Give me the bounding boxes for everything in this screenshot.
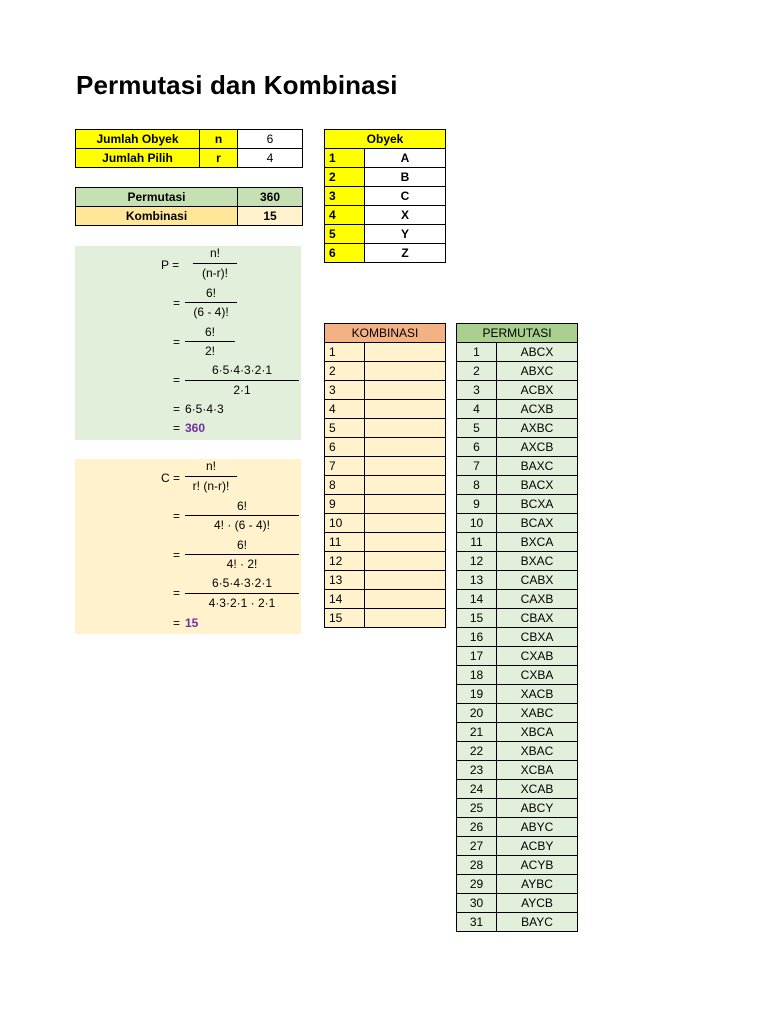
kombinasi-cell[interactable]: [365, 514, 446, 533]
table-row: [457, 514, 578, 533]
permutasi-no: 14: [457, 590, 497, 609]
fraction-bar: [185, 476, 237, 477]
permutasi-value[interactable]: BXCA: [497, 533, 578, 552]
table-row: [325, 590, 446, 609]
permutasi-value[interactable]: ACBX: [497, 381, 578, 400]
fraction-bar: [193, 263, 237, 264]
obyek-value[interactable]: B: [365, 168, 446, 187]
formula-numerator: 6!: [236, 538, 247, 552]
permutasi-no: 21: [457, 723, 497, 742]
formula-denominator: 4·3·2·1 · 2·1: [208, 596, 276, 610]
permutasi-no: 12: [457, 552, 497, 571]
permutasi-no: 15: [457, 609, 497, 628]
formula-eq: =: [173, 402, 181, 416]
permutasi-value[interactable]: CXAB: [497, 647, 578, 666]
table-row: [325, 514, 446, 533]
table-row: [457, 457, 578, 476]
table-row: [325, 381, 446, 400]
table-row: [457, 476, 578, 495]
table-row: [457, 704, 578, 723]
permutasi-value[interactable]: ABXC: [497, 362, 578, 381]
permutasi-value[interactable]: BACX: [497, 476, 578, 495]
formula-numerator: n!: [209, 246, 220, 260]
table-row: [325, 609, 446, 628]
input-value[interactable]: 6: [238, 130, 303, 149]
table-row: [457, 818, 578, 837]
obyek-value[interactable]: Z: [365, 244, 446, 263]
formula-numerator: 6!: [205, 286, 216, 300]
permutasi-no: 2: [457, 362, 497, 381]
permutasi-no: 4: [457, 400, 497, 419]
permutasi-no: 5: [457, 419, 497, 438]
formula-result: 15: [185, 616, 199, 630]
permutasi-value[interactable]: ACYB: [497, 856, 578, 875]
table-row: [457, 780, 578, 799]
permutasi-no: 18: [457, 666, 497, 685]
table-row: [457, 761, 578, 780]
table-row: [457, 666, 578, 685]
table-header: [325, 324, 446, 343]
formula-eq: =: [173, 548, 181, 562]
table-header: [325, 130, 446, 149]
table-row: [325, 244, 446, 263]
permutasi-no: 30: [457, 894, 497, 913]
table-row: [325, 187, 446, 206]
kombinasi-cell[interactable]: [365, 533, 446, 552]
table-row: [325, 343, 446, 362]
kombinasi-no: 13: [325, 571, 365, 590]
permutasi-value[interactable]: BAYC: [497, 913, 578, 932]
formula-denominator: 2·1: [233, 383, 251, 397]
permutasi-no: 25: [457, 799, 497, 818]
formula-result: 360: [185, 421, 206, 435]
table-row: [325, 552, 446, 571]
permutasi-no: 20: [457, 704, 497, 723]
formula-numerator: 6·5·4·3·2·1: [211, 363, 273, 377]
obyek-value[interactable]: Y: [365, 225, 446, 244]
table-row: [457, 533, 578, 552]
kombinasi-no: 11: [325, 533, 365, 552]
table-row: [325, 149, 446, 168]
result-row-permutasi: [76, 188, 303, 207]
permutasi-no: 31: [457, 913, 497, 932]
kombinasi-no: 5: [325, 419, 365, 438]
permutasi-no: 16: [457, 628, 497, 647]
permutasi-no: 1: [457, 343, 497, 362]
obyek-no: 6: [325, 244, 365, 263]
table-row: [457, 419, 578, 438]
table-row: [325, 362, 446, 381]
table-row: [457, 742, 578, 761]
result-label: Kombinasi: [76, 207, 238, 226]
obyek-value[interactable]: C: [365, 187, 446, 206]
permutasi-value[interactable]: BCAX: [497, 514, 578, 533]
permutasi-value[interactable]: CXBA: [497, 666, 578, 685]
fraction-bar: [185, 515, 299, 516]
table-row: [457, 723, 578, 742]
permutasi-no: 13: [457, 571, 497, 590]
formula-step: 6·5·4·3: [185, 402, 224, 416]
fraction-bar: [185, 380, 299, 381]
permutasi-no: 3: [457, 381, 497, 400]
obyek-value[interactable]: A: [365, 149, 446, 168]
permutasi-no: 22: [457, 742, 497, 761]
table-row: [457, 628, 578, 647]
kombinasi-no: 14: [325, 590, 365, 609]
kombinasi-no: 7: [325, 457, 365, 476]
input-symbol: r: [200, 149, 238, 168]
permutasi-value[interactable]: AXBC: [497, 419, 578, 438]
obyek-header: Obyek: [325, 130, 446, 149]
formula-denominator: 2!: [204, 344, 215, 358]
permutasi-no: 10: [457, 514, 497, 533]
table-row: [325, 495, 446, 514]
fraction-bar: [185, 554, 299, 555]
input-row-n: [76, 130, 303, 149]
result-value: 15: [238, 207, 303, 226]
obyek-no: 5: [325, 225, 365, 244]
table-row: [325, 168, 446, 187]
table-row: [325, 571, 446, 590]
results-table: [75, 187, 303, 226]
permutasi-value[interactable]: CAXB: [497, 590, 578, 609]
obyek-table: [324, 129, 446, 263]
permutasi-no: 17: [457, 647, 497, 666]
formula-denominator: 4! · (6 - 4)!: [213, 518, 270, 532]
input-symbol: n: [200, 130, 238, 149]
table-row: [457, 856, 578, 875]
table-row: [325, 438, 446, 457]
kombinasi-no: 9: [325, 495, 365, 514]
table-row: [325, 206, 446, 225]
kombinasi-no: 10: [325, 514, 365, 533]
table-row: [457, 495, 578, 514]
permutasi-value[interactable]: CABX: [497, 571, 578, 590]
formula-numerator: n!: [205, 459, 216, 473]
input-value[interactable]: 4: [238, 149, 303, 168]
permutasi-value[interactable]: XBAC: [497, 742, 578, 761]
permutasi-no: 11: [457, 533, 497, 552]
table-row: [457, 837, 578, 856]
permutasi-no: 26: [457, 818, 497, 837]
input-label: Jumlah Pilih: [76, 149, 200, 168]
fraction-bar: [185, 341, 235, 342]
table-row: [457, 362, 578, 381]
result-label: Permutasi: [76, 188, 238, 207]
formula-eq: =: [173, 335, 181, 349]
result-row-kombinasi: [76, 207, 303, 226]
kombinasi-cell[interactable]: [365, 571, 446, 590]
permutasi-value[interactable]: BXAC: [497, 552, 578, 571]
kombinasi-cell[interactable]: [365, 438, 446, 457]
formula-eq: =: [173, 509, 181, 523]
permutasi-no: 19: [457, 685, 497, 704]
table-row: [457, 647, 578, 666]
permutasi-no: 6: [457, 438, 497, 457]
formula-eq: =: [173, 616, 181, 630]
permutasi-value[interactable]: AXCB: [497, 438, 578, 457]
kombinasi-no: 3: [325, 381, 365, 400]
permutasi-value[interactable]: AYCB: [497, 894, 578, 913]
table-row: [457, 438, 578, 457]
formula-numerator: 6·5·4·3·2·1: [211, 576, 273, 590]
permutasi-no: 28: [457, 856, 497, 875]
permutasi-value[interactable]: CBXA: [497, 628, 578, 647]
obyek-no: 1: [325, 149, 365, 168]
permutation-formula: [75, 246, 301, 440]
permutasi-value[interactable]: ABYC: [497, 818, 578, 837]
permutasi-value[interactable]: BCXA: [497, 495, 578, 514]
permutasi-value[interactable]: ACXB: [497, 400, 578, 419]
formula-lhs: P =: [161, 258, 180, 272]
kombinasi-table: [324, 323, 446, 628]
table-row: [325, 476, 446, 495]
table-row: [457, 799, 578, 818]
permutasi-value[interactable]: XABC: [497, 704, 578, 723]
table-row: [457, 609, 578, 628]
permutasi-value[interactable]: CBAX: [497, 609, 578, 628]
kombinasi-no: 1: [325, 343, 365, 362]
formula-denominator: (n-r)!: [202, 266, 228, 280]
kombinasi-cell[interactable]: [365, 590, 446, 609]
kombinasi-cell[interactable]: [365, 362, 446, 381]
obyek-no: 4: [325, 206, 365, 225]
obyek-value[interactable]: X: [365, 206, 446, 225]
fraction-bar: [185, 302, 237, 303]
kombinasi-cell[interactable]: [365, 552, 446, 571]
result-value: 360: [238, 188, 303, 207]
permutasi-value[interactable]: XACB: [497, 685, 578, 704]
formula-numerator: 6!: [204, 325, 215, 339]
permutasi-value[interactable]: XCAB: [497, 780, 578, 799]
formula-eq: =: [173, 421, 181, 435]
permutasi-value[interactable]: XCBA: [497, 761, 578, 780]
permutasi-value[interactable]: XBCA: [497, 723, 578, 742]
formula-denominator: (6 - 4)!: [193, 305, 229, 319]
kombinasi-cell[interactable]: [365, 381, 446, 400]
kombinasi-no: 12: [325, 552, 365, 571]
permutasi-no: 29: [457, 875, 497, 894]
table-header: [457, 324, 578, 343]
permutasi-no: 24: [457, 780, 497, 799]
formula-denominator: 4! · 2!: [226, 557, 258, 571]
kombinasi-cell[interactable]: [365, 400, 446, 419]
kombinasi-cell[interactable]: [365, 457, 446, 476]
permutasi-no: 8: [457, 476, 497, 495]
table-row: [457, 875, 578, 894]
formula-eq: =: [173, 373, 181, 387]
formula-numerator: 6!: [236, 499, 247, 513]
kombinasi-no: 6: [325, 438, 365, 457]
obyek-no: 3: [325, 187, 365, 206]
table-row: [325, 533, 446, 552]
formula-lhs: C =: [161, 471, 181, 485]
permutasi-value[interactable]: ACBY: [497, 837, 578, 856]
permutasi-header: PERMUTASI: [457, 324, 578, 343]
input-label: Jumlah Obyek: [76, 130, 200, 149]
table-row: [325, 419, 446, 438]
input-row-r: [76, 149, 303, 168]
permutasi-value[interactable]: AYBC: [497, 875, 578, 894]
kombinasi-no: 2: [325, 362, 365, 381]
permutasi-no: 27: [457, 837, 497, 856]
permutasi-value[interactable]: ABCX: [497, 343, 578, 362]
table-row: [457, 552, 578, 571]
kombinasi-no: 8: [325, 476, 365, 495]
kombinasi-cell[interactable]: [365, 495, 446, 514]
kombinasi-header: KOMBINASI: [325, 324, 446, 343]
kombinasi-no: 4: [325, 400, 365, 419]
obyek-no: 2: [325, 168, 365, 187]
permutasi-value[interactable]: BAXC: [497, 457, 578, 476]
kombinasi-cell[interactable]: [365, 609, 446, 628]
table-row: [457, 571, 578, 590]
kombinasi-cell[interactable]: [365, 419, 446, 438]
table-row: [457, 400, 578, 419]
table-row: [457, 381, 578, 400]
table-row: [325, 225, 446, 244]
permutasi-no: 9: [457, 495, 497, 514]
table-row: [457, 343, 578, 362]
table-row: [325, 457, 446, 476]
table-row: [325, 400, 446, 419]
formula-denominator: r! (n-r)!: [192, 479, 230, 493]
permutasi-no: 7: [457, 457, 497, 476]
table-row: [457, 685, 578, 704]
permutasi-table: [456, 323, 578, 932]
permutasi-value[interactable]: ABCY: [497, 799, 578, 818]
permutasi-no: 23: [457, 761, 497, 780]
inputs-table: [75, 129, 303, 168]
kombinasi-cell[interactable]: [365, 343, 446, 362]
table-row: [457, 894, 578, 913]
kombinasi-no: 15: [325, 609, 365, 628]
combination-formula: [75, 459, 301, 634]
formula-eq: =: [173, 586, 181, 600]
formula-eq: =: [173, 296, 181, 310]
kombinasi-cell[interactable]: [365, 476, 446, 495]
fraction-bar: [185, 593, 299, 594]
table-row: [457, 590, 578, 609]
table-row: [457, 913, 578, 932]
page-title: Permutasi dan Kombinasi: [76, 70, 398, 100]
